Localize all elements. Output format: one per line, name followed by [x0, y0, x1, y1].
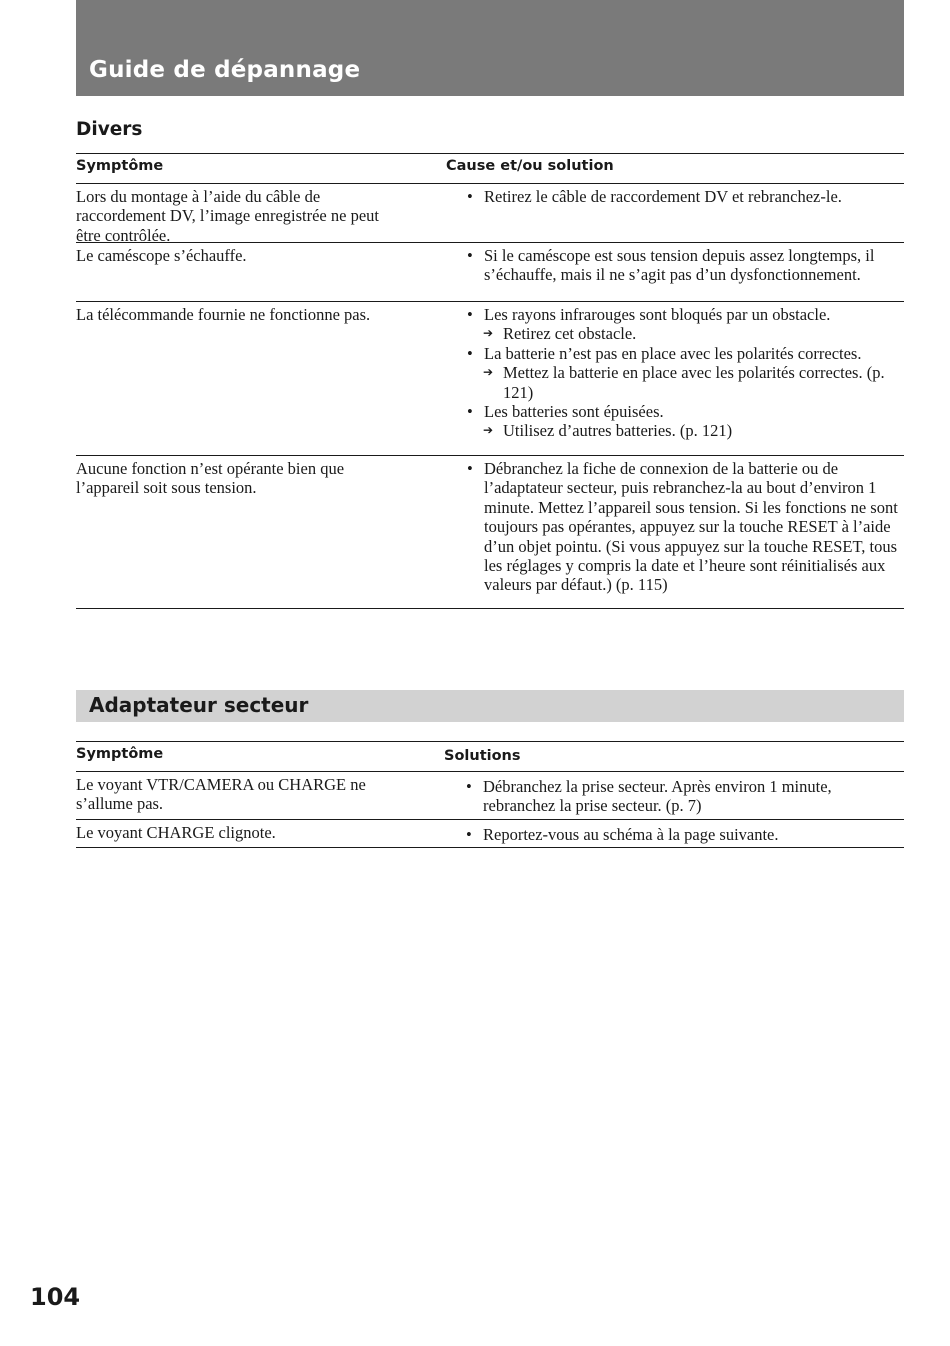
section-title-adapter: Adaptateur secteur [89, 693, 309, 717]
table-row [76, 456, 904, 609]
solution-bullet: • Débranchez la fiche de connexion de la batterie ou de l’adaptateur secteur, puis rebranchez-la au bout d’environ 1 minute. Mettez l’appareil sous tension. Si les fonctions ne sont toujours pas opérantes, appuyez sur la touche RESET à l’aide d’un objet pointu. (Si vous appuyez sur la touche RESET, tous les réglages y compris la date et l’heure sont réinitialisés aux valeurs par défaut.) (p. 115) [464, 459, 904, 595]
divers-table [76, 153, 904, 609]
solution-cell [464, 456, 904, 608]
solution-bullet: • Retirez le câble de raccordement DV et rebranchez-le. [464, 187, 904, 206]
solution-cell [464, 302, 904, 455]
arrow-right-icon: ➔ [483, 326, 494, 341]
subsection-title-divers: Divers [76, 119, 143, 140]
solution-bullet: • La batterie n’est pas en place avec les polarités correctes. [464, 344, 904, 363]
solution-arrow-text: Mettez la batterie en place avec les polarités correctes. (p. 121) [503, 363, 885, 402]
symptom-cell: La télécommande fournie ne fonctionne pas. [76, 305, 371, 324]
table-row [76, 243, 904, 302]
adapter-table [76, 741, 904, 848]
symptom-cell: Le caméscope s’échauffe. [76, 246, 247, 265]
table-header [76, 741, 904, 772]
solution-cell [464, 243, 904, 301]
section-header-band [76, 0, 904, 96]
solution-cell [463, 772, 904, 819]
solution-arrow-item [464, 421, 904, 440]
symptom-cell: Le voyant CHARGE clignote. [76, 823, 276, 842]
arrow-right-icon: ➔ [483, 423, 494, 438]
solution-arrow-item [464, 363, 904, 402]
symptom-cell: Aucune fonction n’est opérante bien que l’appareil soit sous tension. [76, 459, 345, 498]
symptom-cell: Lors du montage à l’aide du câble de raccordement DV, l’image enregistrée ne peut être contrôlée. [76, 187, 379, 245]
solution-bullet: • Les rayons infrarouges sont bloqués par un obstacle. [464, 305, 904, 324]
page-title: Guide de dépannage [89, 57, 361, 83]
page-number: 104 [30, 1283, 81, 1311]
symptom-cell: Le voyant VTR/CAMERA ou CHARGE ne s’allume pas. [76, 775, 366, 814]
solution-bullet: • Si le caméscope est sous tension depuis assez longtemps, il s’échauffe, mais il ne s’agit pas d’un dysfonctionnement. [464, 246, 904, 285]
solution-arrow-item [464, 324, 904, 343]
solution-bullet: • Débranchez la prise secteur. Après environ 1 minute, rebranchez la prise secteur. (p. 7) [463, 777, 904, 816]
column-header-solution: Solutions [444, 748, 521, 764]
solution-arrow-text: Retirez cet obstacle. [503, 324, 637, 344]
arrow-right-icon: ➔ [483, 365, 494, 380]
section-header-band-adapter [76, 690, 904, 722]
table-row [76, 184, 904, 243]
solution-bullet: • Les batteries sont épuisées. [464, 402, 904, 421]
solution-cell [463, 820, 904, 847]
solution-bullet: • Reportez-vous au schéma à la page suivante. [463, 825, 904, 844]
solution-cell [464, 184, 904, 242]
table-row [76, 772, 904, 820]
column-header-solution: Cause et/ou solution [446, 158, 614, 174]
solution-arrow-text: Utilisez d’autres batteries. (p. 121) [503, 421, 733, 441]
table-header [76, 153, 904, 184]
column-header-symptom: Symptôme [76, 158, 164, 174]
table-row [76, 302, 904, 456]
table-row [76, 820, 904, 848]
column-header-symptom: Symptôme [76, 746, 164, 762]
